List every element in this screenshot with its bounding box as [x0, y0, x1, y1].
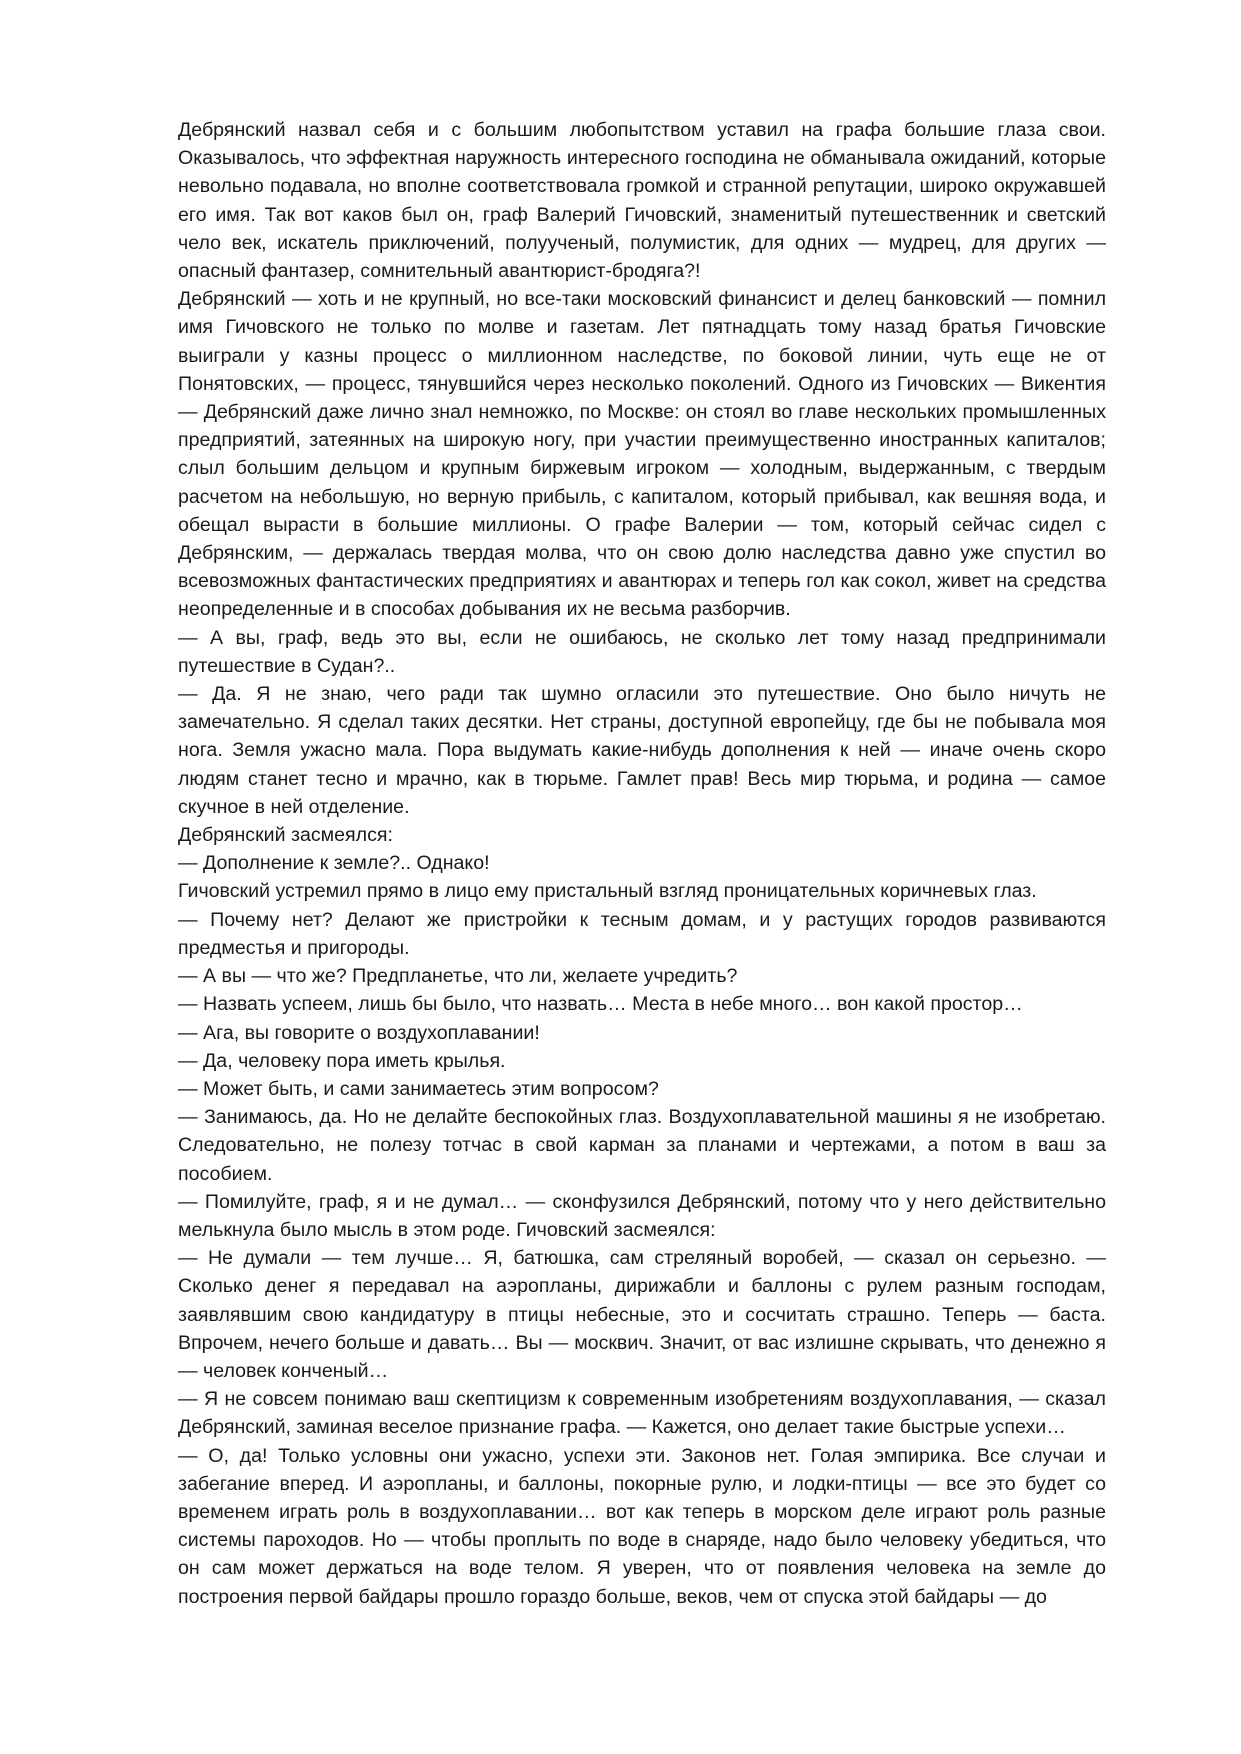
paragraph: — О, да! Только условны они ужасно, успехи эти. Законов нет. Голая эмпирика. Все случаи и забегание вперед. И аэропланы, и баллоны, покорные рулю, и лодки-птицы — все это будет со временем играть роль в воздухоплавании… вот как теперь в морском деле играют роль разные системы пароходов. Но — чтобы проплыть по воде в снаряде, надо было человеку убедиться, что он сам может держаться на воде телом. Я уверен, что от появления человека на земле до построения первой байдары прошло гораздо больше, веков, чем от спуска этой байдары — до [178, 1444, 1106, 1608]
paragraph: — Назвать успеем, лишь бы было, что назвать… Места в небе много… вон какой простор… [178, 993, 1023, 1016]
paragraph: — А вы, граф, ведь это вы, если не ошибаюсь, не сколько лет тому назад предпринимали путешествие в Судан?.. [178, 626, 1106, 677]
paragraph: — Не думали — тем лучше… Я, батюшка, сам стреляный воробей, — сказал он серьезно. — Сколько денег я передавал на аэропланы, дирижабли и баллоны с рулем разным господам, заявлявшим свою кандидатуру в птицы небесные, это и сосчитать страшно. Теперь — баста. Впрочем, нечего больше и давать… Вы — москвич. Значит, от вас излишне скрывать, что денежно я — человек конченый… [178, 1247, 1106, 1382]
paragraph: — Занимаюсь, да. Но не делайте беспокойных глаз. Воздухоплавательной машины я не изобретаю. Следовательно, не полезу тотчас в свой карман за планами и чертежами, а потом в ваш за пособием. [178, 1106, 1106, 1185]
paragraph: — Да. Я не знаю, чего ради так шумно огласили это путешествие. Оно было ничуть не замечательно. Я сделал таких десятки. Нет страны, доступной европейцу, где бы не побывала моя нога. Земля ужасно мала. Пора выдумать какие-нибудь дополнения к ней — иначе очень скоро людям станет тесно и мрачно, как в тюрьме. Гамлет прав! Весь мир тюрьма, и родина — самое скучное в ней отделение. [178, 683, 1106, 818]
paragraph: — Почему нет? Делают же пристройки к тесным домам, и у растущих городов развиваются предместья и пригороды. [178, 908, 1106, 959]
paragraph: Гичовский устремил прямо в лицо ему пристальный взгляд проницательных коричневых глаз. [178, 880, 1037, 903]
paragraph: Дебрянский засмеялся: [178, 824, 393, 847]
paragraph: — Дополнение к земле?.. Однако! [178, 852, 490, 875]
paragraph: Дебрянский назвал себя и с большим любопытством уставил на графа большие глаза свои. Оказывалось, что эффектная наружность интересного господина не обманывала ожиданий, которые невольно подавала, но вполне соответствовала громкой и странной репутации, широко окружавшей его имя. Так вот каков был он, граф Валерий Гичовский, знаменитый путешественник и светский чело век, искатель приключений, полуученый, полумистик, для одних — мудрец, для других — опасный фантазер, сомнительный авантюрист-бродяга?! [178, 119, 1106, 283]
paragraph: — Да, человеку пора иметь крылья. [178, 1049, 506, 1072]
page-body [178, 116, 1106, 1611]
paragraph: — Может быть, и сами занимаетесь этим вопросом? [178, 1077, 659, 1100]
paragraph: Дебрянский — хоть и не крупный, но все-таки московский финансист и делец банковский — помнил имя Гичовского не только по молве и газетам. Лет пятнадцать тому назад братья Гичовские выиграли у казны процесс о миллионном наследстве, по боковой линии, чуть еще не от Понятовских, — процесс, тянувшийся через несколько поколений. Одного из Гичовских — Викентия — Дебрянский даже лично знал немножко, по Москве: он стоял во главе нескольких промышленных предприятий, затеянных на широкую ногу, при участии преимущественно иностранных капиталов; слыл большим дельцом и крупным биржевым игроком — холодным, выдержанным, с твердым расчетом на небольшую, но верную прибыль, с капиталом, который прибывал, как вешняя вода, и обещал вырасти в большие миллионы. О графе Валерии — том, который сейчас сидел с Дебрянским, — держалась твердая молва, что он свою долю наследства давно уже спустил во всевозможных фантастических предприятиях и авантюрах и теперь гол как сокол, живет на средства неопределенные и в способах добывания их не весьма разборчив. [178, 288, 1106, 621]
paragraph: — А вы — что же? Предпланетье, что ли, желаете учредить? [178, 965, 738, 988]
paragraph: — Ага, вы говорите о воздухоплавании! [178, 1021, 540, 1044]
paragraph: — Помилуйте, граф, я и не думал… — сконфузился Дебрянский, потому что у него действительно мелькнула было мысль в этом роде. Гичовский засмеялся: [178, 1190, 1106, 1241]
paragraph: — Я не совсем понимаю ваш скептицизм к современным изобретениям воздухоплавания, — сказал Дебрянский, заминая веселое признание графа. — Кажется, оно делает такие быстрые успехи… [178, 1388, 1106, 1439]
